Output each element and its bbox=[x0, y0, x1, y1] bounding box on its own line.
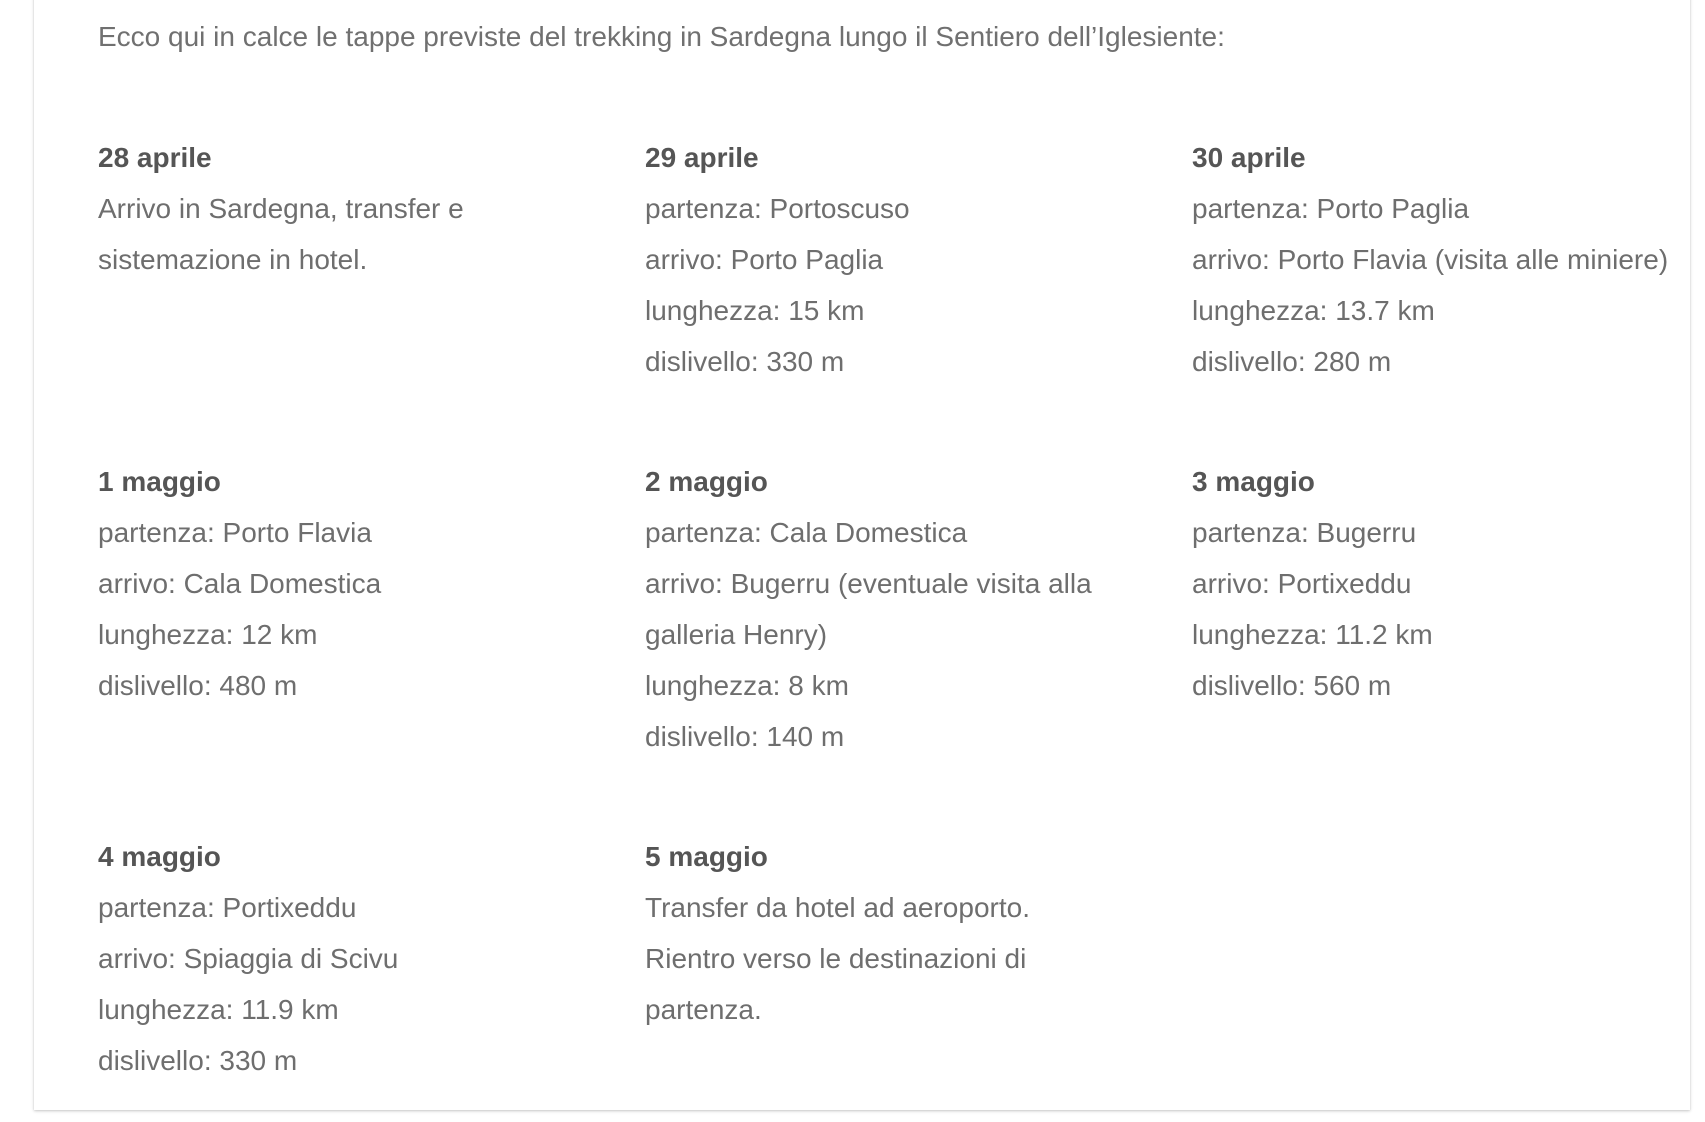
stage-date: 30 aprile bbox=[1192, 142, 1306, 173]
stage-date: 29 aprile bbox=[645, 142, 759, 173]
stage-length: lunghezza: 8 km bbox=[645, 670, 849, 701]
stage-arrival: arrivo: Bugerru (eventuale visita alla galleria Henry) bbox=[645, 568, 1092, 650]
stage-arrival: arrivo: Porto Paglia bbox=[645, 244, 884, 275]
stage-elevation: dislivello: 480 m bbox=[98, 670, 298, 701]
stage-2-maggio bbox=[645, 456, 1115, 762]
stage-departure: partenza: Porto Paglia bbox=[1192, 193, 1470, 224]
stage-29-aprile bbox=[645, 132, 1135, 387]
stage-arrival: arrivo: Portixeddu bbox=[1192, 568, 1412, 599]
stage-date: 1 maggio bbox=[98, 466, 221, 497]
stage-elevation: dislivello: 560 m bbox=[1192, 670, 1392, 701]
stage-3-maggio bbox=[1192, 456, 1682, 711]
stage-date: 2 maggio bbox=[645, 466, 768, 497]
stage-length: lunghezza: 11.2 km bbox=[1192, 619, 1433, 650]
stage-length: lunghezza: 12 km bbox=[98, 619, 318, 650]
stage-30-aprile bbox=[1192, 132, 1682, 387]
stage-departure: partenza: Porto Flavia bbox=[98, 517, 372, 548]
stage-length: lunghezza: 11.9 km bbox=[98, 994, 339, 1025]
stage-length: lunghezza: 13.7 km bbox=[1192, 295, 1435, 326]
stage-departure: partenza: Portoscuso bbox=[645, 193, 910, 224]
stage-arrival: arrivo: Porto Flavia (visita alle miniere) bbox=[1192, 244, 1669, 275]
stage-arrival: arrivo: Cala Domestica bbox=[98, 568, 382, 599]
stage-date: 3 maggio bbox=[1192, 466, 1315, 497]
stage-date: 5 maggio bbox=[645, 841, 768, 872]
stage-elevation: dislivello: 330 m bbox=[98, 1045, 298, 1076]
stage-departure: partenza: Portixeddu bbox=[98, 892, 357, 923]
stage-date: 28 aprile bbox=[98, 142, 212, 173]
stage-5-maggio bbox=[645, 831, 1075, 1035]
stage-28-aprile bbox=[98, 132, 528, 285]
stage-description: Arrivo in Sardegna, transfer e sistemazione in hotel. bbox=[98, 193, 464, 275]
stage-departure: partenza: Bugerru bbox=[1192, 517, 1417, 548]
stage-elevation: dislivello: 140 m bbox=[645, 721, 845, 752]
stage-departure: partenza: Cala Domestica bbox=[645, 517, 968, 548]
intro-text: Ecco qui in calce le tappe previste del trekking in Sardegna lungo il Sentiero dell’Iglesiente: bbox=[98, 21, 1225, 52]
stage-length: lunghezza: 15 km bbox=[645, 295, 865, 326]
stage-date: 4 maggio bbox=[98, 841, 221, 872]
stage-description: Transfer da hotel ad aeroporto. Rientro verso le destinazioni di partenza. bbox=[645, 892, 1030, 1025]
stage-4-maggio bbox=[98, 831, 588, 1086]
content-card bbox=[34, 0, 1690, 1110]
stage-elevation: dislivello: 280 m bbox=[1192, 346, 1392, 377]
stage-elevation: dislivello: 330 m bbox=[645, 346, 845, 377]
stage-arrival: arrivo: Spiaggia di Scivu bbox=[98, 943, 399, 974]
stage-1-maggio bbox=[98, 456, 588, 711]
